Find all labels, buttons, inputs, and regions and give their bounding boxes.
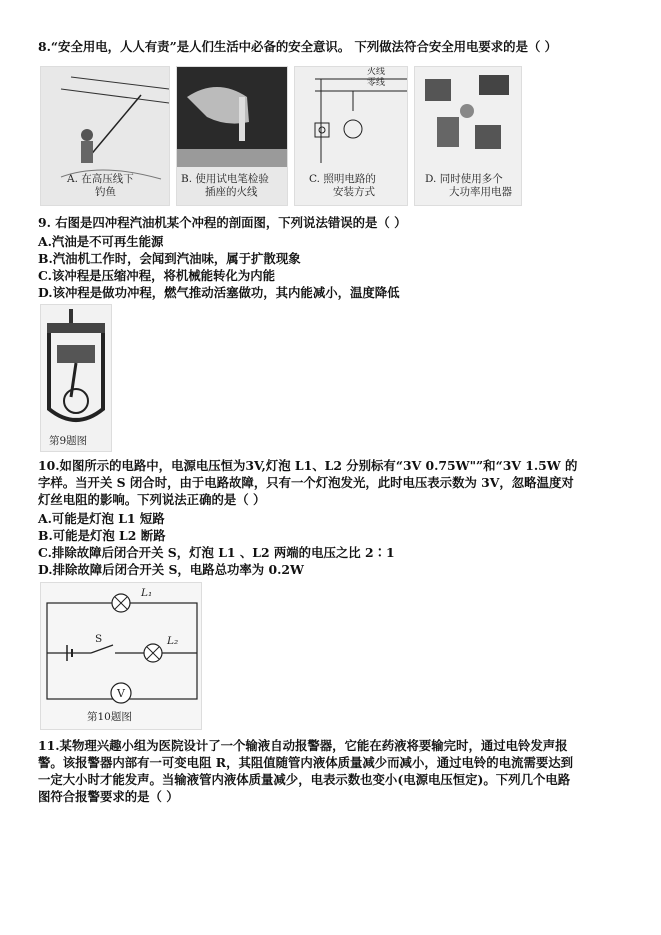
- q9-option-d: D.该冲程是做功冲程，燃气推动活塞做功，其内能减小，温度降低: [38, 285, 400, 300]
- q10-option-b: B.可能是灯泡 L2 断路: [38, 528, 166, 543]
- q10-l2-label: L₂: [167, 635, 179, 647]
- q8-option-a-caption: A. 在高压线下 钓鱼: [67, 173, 134, 198]
- engine-cross-section-illustration: [41, 305, 111, 433]
- q10-stem-line-1: 10.如图所示的电路中，电源电压恒为3V,灯泡 L1、L2 分别标有“3V 0.75W"”和“3V 1.5W 的: [38, 458, 578, 473]
- q8-stem: 8.“安全用电，人人有责”是人们生活中必备的安全意识。 下列做法符合安全用电要求的是（ ）: [38, 39, 558, 54]
- q10-stem-line-3: 灯丝电阻的影响。下列说法正确的是（ ）: [38, 492, 266, 507]
- q10-option-a: A.可能是灯泡 L1 短路: [38, 511, 165, 526]
- test-pen-hand-photo: [177, 67, 287, 167]
- q9-figure-caption: 第9题图: [49, 435, 88, 447]
- q10-option-d: D.排除故障后闭合开关 S，电路总功率为 0.2W: [38, 562, 304, 577]
- q8-wire-labels: 火线 零线: [367, 67, 386, 88]
- q8-option-b-caption: B. 使用试电笔检验 插座的火线: [181, 173, 269, 198]
- q10-stem-line-2: 字样。当开关 S 闭合时，由于电路故障，只有一个灯泡发光，此时电压表示数为 3V，忽略温度对: [38, 475, 574, 490]
- q10-l1-label: L₁: [141, 587, 153, 599]
- circuit-diagram: [41, 583, 201, 729]
- q11-stem-line-3: 一定大小时才能发声。当输液管内液体质量减少，电表示数也变小(电源电压恒定)。下列几个电路: [38, 772, 571, 787]
- q8-option-a-image: [40, 66, 170, 206]
- q9-option-b: B.汽油机工作时，会闻到汽油味，属于扩散现象: [38, 251, 301, 266]
- q10-figure-caption: 第10题图: [87, 711, 132, 723]
- q9-option-a: A.汽油是不可再生能源: [38, 234, 164, 249]
- q8-option-c-image: [294, 66, 408, 206]
- q11-stem-line-1: 11.某物理兴趣小组为医院设计了一个输液自动报警器，它能在药液将要输完时，通过电铃发声报: [38, 738, 568, 753]
- q8-option-b-image: [176, 66, 288, 206]
- q8-option-d-caption: D. 同时使用多个 大功率用电器: [425, 173, 512, 198]
- q8-option-d-image: [414, 66, 522, 206]
- q11-stem-line-4: 图符合报警要求的是（ ）: [38, 789, 179, 804]
- q9-engine-figure: [40, 304, 112, 452]
- multiple-appliances-illustration: [415, 67, 521, 167]
- q9-option-c: C.该冲程是压缩冲程，将机械能转化为内能: [38, 268, 275, 283]
- lighting-circuit-diagram: [295, 67, 407, 167]
- q10-circuit-figure: [40, 582, 202, 730]
- q10-option-c: C.排除故障后闭合开关 S，灯泡 L1 、L2 两端的电压之比 2∶1: [38, 545, 395, 560]
- q10-switch-label: S: [95, 633, 103, 645]
- q10-voltmeter-label: V: [117, 687, 125, 700]
- q8-option-c-caption: C. 照明电路的 安装方式: [309, 173, 376, 198]
- q11-stem-line-2: 警。该报警器内部有一可变电阻 R，其阻值随管内液体质量减少而减小，通过电铃的电流需要达到: [38, 755, 574, 770]
- q9-stem: 9. 右图是四冲程汽油机某个冲程的剖面图，下列说法错误的是（ ）: [38, 215, 407, 230]
